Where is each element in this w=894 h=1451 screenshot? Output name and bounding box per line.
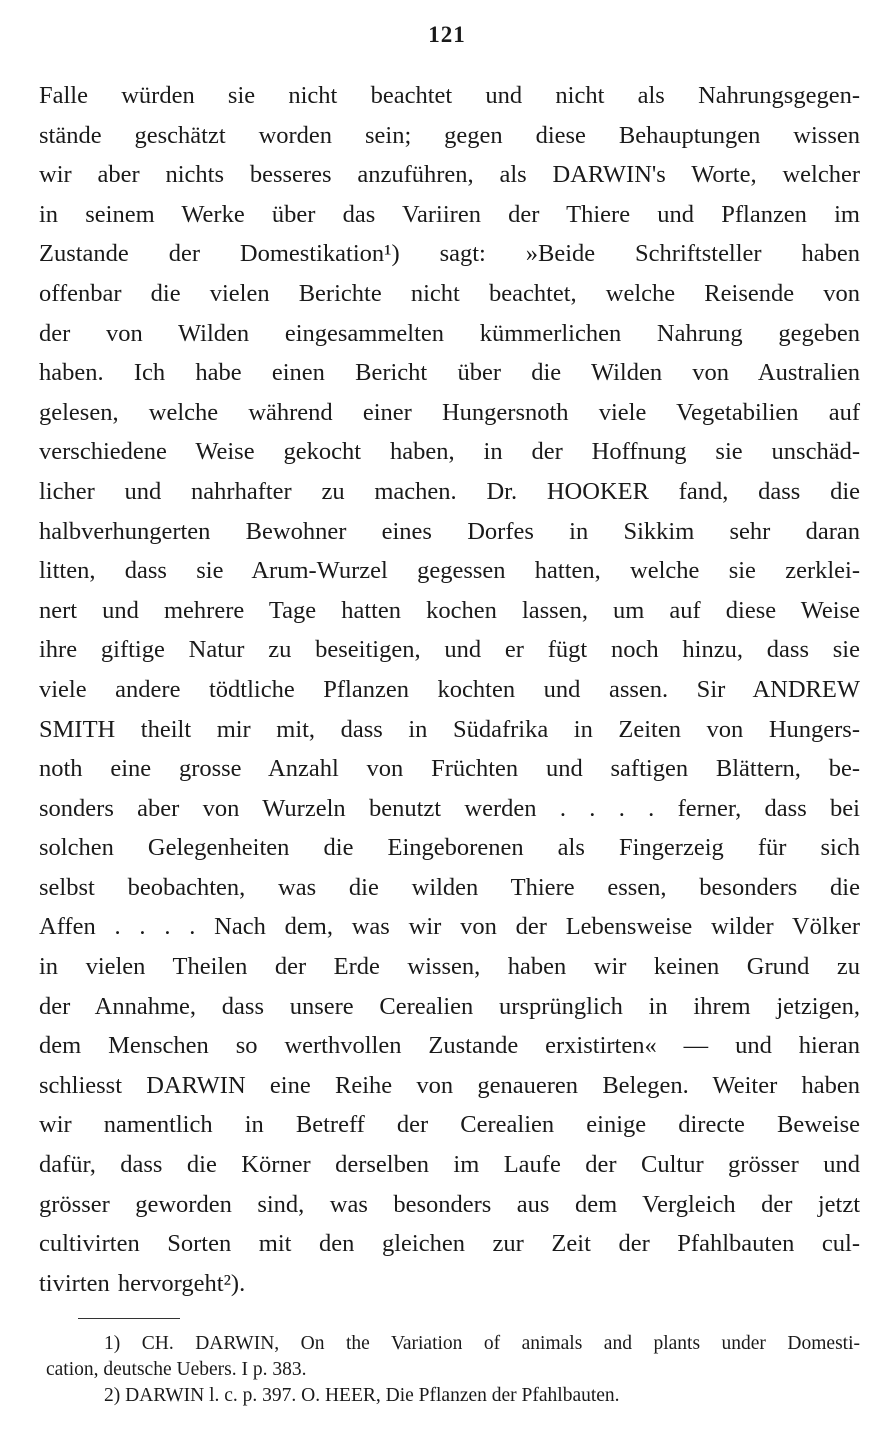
text-line: ihre giftige Natur zu beseitigen, und er fügt noch hinzu, dass sie: [39, 636, 860, 664]
text-line: offenbar die vielen Berichte nicht beachtet, welche Reisende von: [39, 279, 860, 307]
text-line: Zustande der Domestikation¹) sagt: »Beide Schriftsteller haben: [39, 240, 860, 268]
text-line: SMITH theilt mir mit, dass in Südafrika in Zeiten von Hungers-: [39, 715, 860, 743]
footnotes: [46, 1331, 860, 1409]
text-line: der Annahme, dass unsere Cerealien ursprünglich in ihrem jetzigen,: [39, 992, 860, 1020]
text-line: selbst beobachten, was die wilden Thiere essen, besonders die: [39, 873, 860, 901]
text-line: solchen Gelegenheiten die Eingeborenen als Fingerzeig für sich: [39, 834, 860, 862]
text-line: haben. Ich habe einen Bericht über die Wilden von Australien: [39, 359, 860, 387]
text-line: sonders aber von Wurzeln benutzt werden . . . . ferner, dass bei: [39, 794, 860, 822]
footnote-separator: [78, 1318, 180, 1319]
text-line: stände geschätzt worden sein; gegen diese Behauptungen wissen: [39, 121, 860, 149]
text-line: viele andere tödtliche Pflanzen kochten und assen. Sir ANDREW: [39, 675, 860, 703]
text-line: schliesst DARWIN eine Reihe von genaueren Belegen. Weiter haben: [39, 1071, 860, 1099]
footnote-line: cation, deutsche Uebers. I p. 383.: [46, 1359, 307, 1380]
text-line: der von Wilden eingesammelten kümmerlichen Nahrung gegeben: [39, 319, 860, 347]
footnote-line: 2) DARWIN l. c. p. 397. O. HEER, Die Pflanzen der Pfahlbauten.: [104, 1385, 620, 1406]
text-line: gelesen, welche während einer Hungersnoth viele Vegetabilien auf: [39, 398, 860, 426]
text-line: wir aber nichts besseres anzuführen, als DARWIN's Worte, welcher: [39, 161, 860, 189]
text-line: nert und mehrere Tage hatten kochen lassen, um auf diese Weise: [39, 596, 860, 624]
page-number: 121: [428, 22, 466, 47]
text-line: in vielen Theilen der Erde wissen, haben wir keinen Grund zu: [39, 953, 860, 981]
text-line: cultivirten Sorten mit den gleichen zur Zeit der Pfahlbauten cul-: [39, 1230, 860, 1258]
text-line: halbverhungerten Bewohner eines Dorfes in Sikkim sehr daran: [39, 517, 860, 545]
text-line: noth eine grosse Anzahl von Früchten und saftigen Blättern, be-: [39, 755, 860, 783]
text-line: dem Menschen so werthvollen Zustande erxistirten« — und hieran: [39, 1032, 860, 1060]
text-line: litten, dass sie Arum-Wurzel gegessen hatten, welche sie zerklei-: [39, 557, 860, 585]
text-line: Affen . . . . Nach dem, was wir von der Lebensweise wilder Völker: [39, 913, 860, 941]
text-line: tivirten hervorgeht²).: [39, 1269, 246, 1297]
text-line: dafür, dass die Körner derselben im Laufe der Cultur grösser und: [39, 1151, 860, 1179]
text-line: Falle würden sie nicht beachtet und nicht als Nahrungsgegen-: [39, 82, 860, 109]
text-line: licher und nahrhafter zu machen. Dr. HOOKER fand, dass die: [39, 477, 860, 505]
text-line: verschiedene Weise gekocht haben, in der Hoffnung sie unschäd-: [39, 438, 860, 466]
text-line: in seinem Werke über das Variiren der Thiere und Pflanzen im: [39, 200, 860, 228]
body-text: [39, 76, 860, 1303]
text-line: wir namentlich in Betreff der Cerealien einige directe Beweise: [39, 1111, 860, 1139]
text-line: grösser geworden sind, was besonders aus dem Vergleich der jetzt: [39, 1190, 860, 1218]
footnote-line: 1) CH. DARWIN, On the Variation of animals and plants under Domesti-: [104, 1333, 860, 1354]
